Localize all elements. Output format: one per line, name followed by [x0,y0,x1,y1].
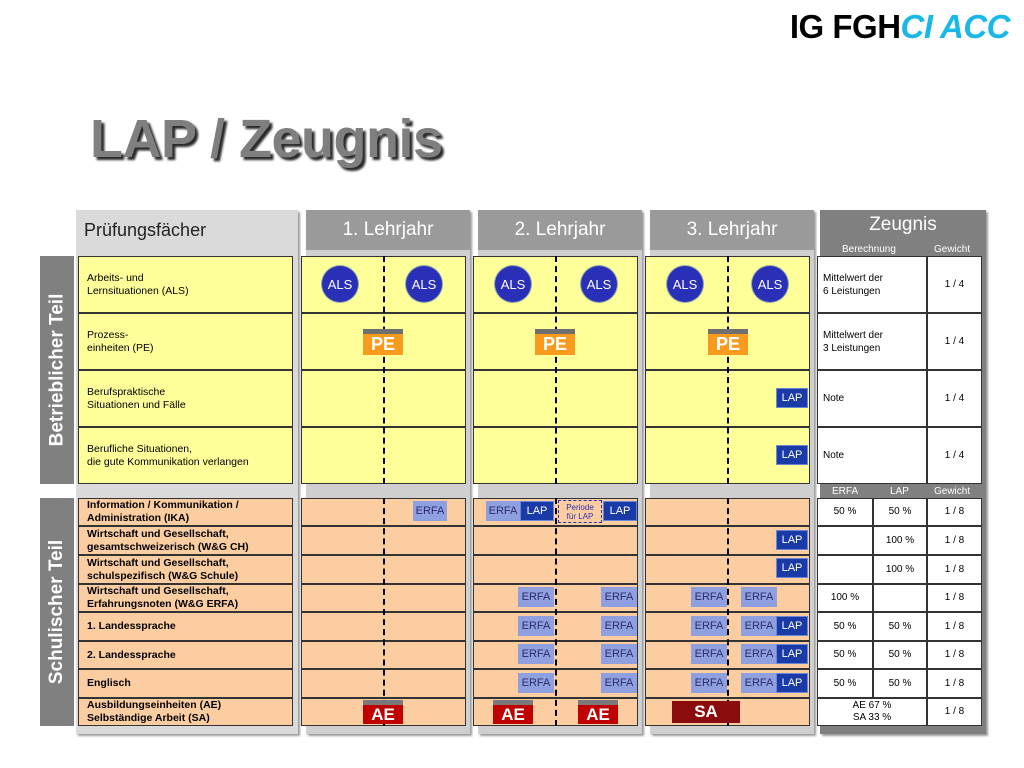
semester-divider [727,256,729,484]
label-line: 1. Landessprache [87,620,176,632]
zeugnis-gewicht: 1 / 4 [927,427,982,484]
betrieb-row-label [78,427,293,484]
erfa-badge: ERFA [601,644,637,664]
zeugnis-lap: 50 % [873,498,927,526]
label-line: schulspezifisch (W&G Schule) [87,569,239,582]
side-schule-text: Schulischer Teil [46,539,67,685]
header-year2: 2. Lehrjahr [478,210,642,250]
schule-row-label [78,669,293,698]
erfa-badge: ERFA [601,673,637,693]
erfa-badge: ERFA [601,616,637,636]
als-badge: ALS [322,266,358,302]
schule-row-label [78,498,293,526]
zeugnis-gewicht: 1 / 8 [927,498,982,526]
ae-label: AE [493,705,533,724]
sub-gewicht: Gewicht [934,244,971,255]
zeugnis-erfa: 50 % [817,641,873,669]
lap-badge: LAP [776,644,808,664]
pe-label: PE [535,334,575,355]
erfa-badge: ERFA [741,673,777,693]
sub-berechnung: Berechnung [842,244,896,255]
brand-part2: CI ACC [900,8,1010,45]
label-line: gesamtschweizerisch (W&G CH) [87,540,249,553]
betrieb-row-label [78,256,293,313]
schule-row-label [78,641,293,669]
zeugnis-berechnung [817,427,927,484]
zeugnis-erfa: 50 % [817,669,873,698]
pe-label: PE [708,334,748,355]
ae-badge [578,700,618,724]
lap-badge: LAP [776,558,808,578]
erfa-badge: ERFA [691,673,727,693]
sub-gewicht2: Gewicht [934,486,971,497]
berechnung-line: Note [823,393,845,404]
zeugnis-gewicht: 1 / 4 [927,256,982,313]
zeugnis-lap: 50 % [873,641,927,669]
label-line: Selbständige Arbeit (SA) [87,712,210,724]
zeugnis-erfa: 100 % [817,584,873,612]
lap-badge: LAP [520,501,554,521]
als-badge: ALS [581,266,617,302]
berechnung-line: 3 Leistungen [823,342,881,354]
side-betrieb-text: Betrieblicher Teil [46,293,68,447]
sa-weight: SA 33 % [852,712,892,723]
zeugnis-gewicht: 1 / 8 [927,526,982,555]
label-line: Situationen und Fälle [87,398,186,411]
erfa-badge: ERFA [741,587,777,607]
erfa-badge: ERFA [741,644,777,664]
zeugnis-gewicht: 1 / 8 [927,584,982,612]
zeugnis-erfa: 50 % [817,498,873,526]
zeugnis-lap: 100 % [873,526,927,555]
periode-line: Periode [566,502,594,512]
semester-divider [555,256,557,484]
header-year1: 1. Lehrjahr [306,210,470,250]
berechnung-line: Mittelwert der [823,272,884,284]
zeugnis-lap [873,584,927,612]
sa-badge: SA [672,701,740,723]
periode-line: für LAP [566,511,594,521]
berechnung-line: Note [823,450,845,461]
schule-row-label [78,612,293,641]
sub-erfa: ERFA [832,486,859,497]
betrieb-row-label [78,313,293,370]
erfa-badge: ERFA [518,673,554,693]
sub-lap: LAP [890,486,909,497]
zeugnis-gewicht: 1 / 8 [927,612,982,641]
label-line: Berufspraktische [87,385,166,398]
als-badge: ALS [495,266,531,302]
brand-logo [790,8,1010,46]
ae-badge [363,700,403,724]
zeugnis-gewicht: 1 / 8 [927,555,982,584]
ae-badge [493,700,533,724]
pe-badge [363,329,403,355]
zeugnis-erfa [817,555,873,584]
label-line: Englisch [87,677,131,689]
als-badge: ALS [667,266,703,302]
als-badge: ALS [752,266,788,302]
pe-badge [708,329,748,355]
ae-label: AE [363,705,403,724]
ae-weight: AE 67 % [852,700,892,711]
zeugnis-gewicht: 1 / 4 [927,313,982,370]
header-year3: 3. Lehrjahr [650,210,814,250]
zeugnis-erfa [817,526,873,555]
erfa-badge: ERFA [518,644,554,664]
betrieb-row-label [78,370,293,427]
label-line: Erfahrungsnoten (W&G ERFA) [87,598,239,610]
lap-badge: LAP [776,616,808,636]
header-subjects: Prüfungsfächer [84,219,207,240]
pe-badge [535,329,575,355]
zeugnis-lap: 50 % [873,669,927,698]
berechnung-line: 6 Leistungen [823,285,881,297]
zeugnis-berechnung [817,313,927,370]
erfa-badge: ERFA [741,616,777,636]
side-label-betrieb [40,256,74,484]
berechnung-line: Mittelwert der [823,329,884,341]
page-title: LAP / Zeugnis [90,109,443,169]
semester-divider [727,498,729,726]
label-line: einheiten (PE) [87,341,154,354]
schule-row-label [78,555,293,584]
label-line: Information / Kommunikation / [87,499,239,511]
zeugnis-gewicht: 1 / 4 [927,370,982,427]
ae-label: AE [578,705,618,724]
zeugnis-gewicht: 1 / 8 [927,669,982,698]
schule-row-label [78,584,293,612]
erfa-badge: ERFA [691,616,727,636]
semester-divider [383,498,385,726]
label-line: Lernsituationen (ALS) [87,284,189,297]
brand-part1: IG FGH [789,8,901,45]
erfa-badge: ERFA [601,587,637,607]
erfa-badge: ERFA [518,616,554,636]
label-line: Prozess- [87,328,129,341]
zeugnis-gewicht: 1 / 8 [927,641,982,669]
zeugnis-erfa: 50 % [817,612,873,641]
periode-lap-box [558,500,602,523]
lap-badge: LAP [603,501,637,521]
side-label-schule [40,498,74,726]
label-line: Berufliche Situationen, [87,442,193,455]
zeugnis-berechnung [817,370,927,427]
label-line: Wirtschaft und Gesellschaft, [87,527,229,540]
erfa-badge: ERFA [413,501,447,521]
zeugnis-berechnung [817,256,927,313]
lap-badge: LAP [776,530,808,550]
erfa-badge: ERFA [691,587,727,607]
semester-divider [555,498,557,726]
zeugnis-lap: 100 % [873,555,927,584]
schule-row-label [78,698,293,726]
label-line: die gute Kommunikation verlangen [87,455,249,468]
zeugnis-lap: 50 % [873,612,927,641]
header-zeugnis: Zeugnis [869,214,937,235]
label-line: Wirtschaft und Gesellschaft, [87,556,229,569]
erfa-badge: ERFA [691,644,727,664]
pe-label: PE [363,334,403,355]
label-line: Arbeits- und [87,271,144,284]
label-line: Administration (IKA) [87,512,190,524]
zeugnis-ae-sa [817,698,927,726]
label-line: 2. Landessprache [87,648,176,661]
als-badge: ALS [406,266,442,302]
lap-badge: LAP [776,388,808,408]
lap-badge: LAP [776,673,808,693]
schule-row-label [78,526,293,555]
label-line: Wirtschaft und Gesellschaft, [87,585,229,597]
erfa-badge: ERFA [518,587,554,607]
label-line: Ausbildungseinheiten (AE) [87,699,222,711]
zeugnis-gewicht: 1 / 8 [927,698,982,726]
lap-badge: LAP [776,445,808,465]
erfa-badge: ERFA [486,501,520,521]
semester-divider [383,256,385,484]
